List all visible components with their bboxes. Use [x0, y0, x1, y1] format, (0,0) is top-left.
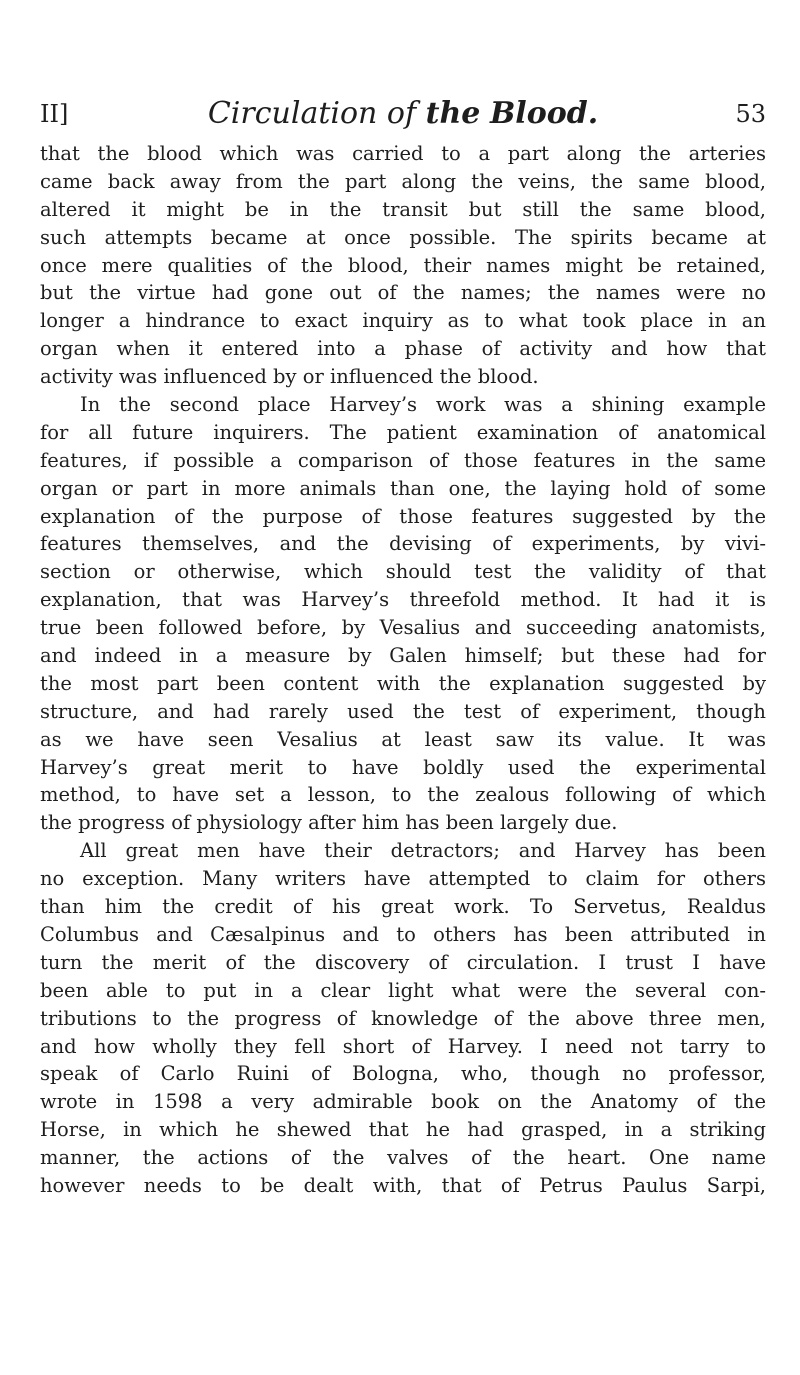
text-line: the progress of physiology after him has been largely due.	[40, 811, 618, 835]
text-line: In the second place Harvey’s work was a shining example	[80, 393, 766, 417]
text-line: structure, and had rarely used the test of experiment, though	[40, 699, 766, 723]
text-line: tributions to the progress of knowledge of the above three men,	[40, 1006, 766, 1030]
text-line: Columbus and Cæsalpinus and to others has been attributed in	[40, 922, 766, 946]
text-line: as we have seen Vesalius at least saw its value. It was	[40, 727, 766, 751]
running-title	[40, 96, 766, 132]
text-line: explanation, that was Harvey’s threefold method. It had it is	[40, 588, 766, 612]
text-line: turn the merit of the discovery of circulation. I trust I have	[40, 950, 766, 974]
text-line: All great men have their detractors; and Harvey has been	[80, 839, 766, 863]
text-line: for all future inquirers. The patient examination of anatomical	[40, 420, 766, 444]
page-number: 53	[735, 100, 766, 128]
running-title-word: Circulation	[207, 96, 378, 131]
text-line: such attempts became at once possible. The spirits became at	[40, 225, 766, 249]
text-line: however needs to be dealt with, that of Petrus Paulus Sarpi,	[40, 1173, 766, 1197]
text-line: altered it might be in the transit but still the same blood,	[40, 197, 766, 221]
text-line: the most part been content with the explanation suggested by	[40, 671, 766, 695]
text-line: than him the credit of his great work. To Servetus, Realdus	[40, 895, 766, 919]
running-title-word: the	[425, 96, 481, 131]
text-line: but the virtue had gone out of the names; the names were no	[40, 281, 766, 305]
text-line: once mere qualities of the blood, their names might be retained,	[40, 253, 766, 277]
text-line: came back away from the part along the veins, the same blood,	[40, 169, 766, 193]
text-line: organ when it entered into a phase of activity and how that	[40, 337, 766, 361]
text-line: been able to put in a clear light what were the several con-	[40, 978, 766, 1002]
text-line: features themselves, and the devising of experiments, by vivi-	[40, 532, 766, 556]
text-line: explanation of the purpose of those features suggested by the	[40, 504, 766, 528]
text-line: Harvey’s great merit to have boldly used the experimental	[40, 755, 766, 779]
chapter-number: II]	[40, 100, 69, 128]
running-header	[40, 96, 766, 136]
text-line: method, to have set a lesson, to the zealous following of which	[40, 783, 766, 807]
text-line: longer a hindrance to exact inquiry as to what took place in an	[40, 309, 766, 333]
text-line: and how wholly they fell short of Harvey. I need not tarry to	[40, 1034, 766, 1058]
text-line: that the blood which was carried to a part along the arteries	[40, 142, 766, 165]
text-line: organ or part in more animals than one, the laying hold of some	[40, 476, 766, 500]
text-line: and indeed in a measure by Galen himself; but these had for	[40, 644, 766, 668]
running-title-word: of	[386, 96, 417, 131]
body-text	[40, 140, 766, 1200]
text-line: wrote in 1598 a very admirable book on the Anatomy of the	[40, 1090, 766, 1114]
text-line: true been followed before, by Vesalius and succeeding anatomists,	[40, 616, 766, 640]
text-line: Horse, in which he shewed that he had grasped, in a striking	[40, 1118, 766, 1142]
text-line: features, if possible a comparison of those features in the same	[40, 448, 766, 472]
text-line: section or otherwise, which should test the validity of that	[40, 560, 766, 584]
text-line: speak of Carlo Ruini of Bologna, who, though no professor,	[40, 1062, 766, 1086]
text-line: no exception. Many writers have attempted to claim for others	[40, 867, 766, 891]
text-line: manner, the actions of the valves of the heart. One name	[40, 1146, 766, 1170]
text-line: activity was influenced by or influenced the blood.	[40, 365, 539, 389]
running-title-word: Blood.	[489, 96, 599, 131]
